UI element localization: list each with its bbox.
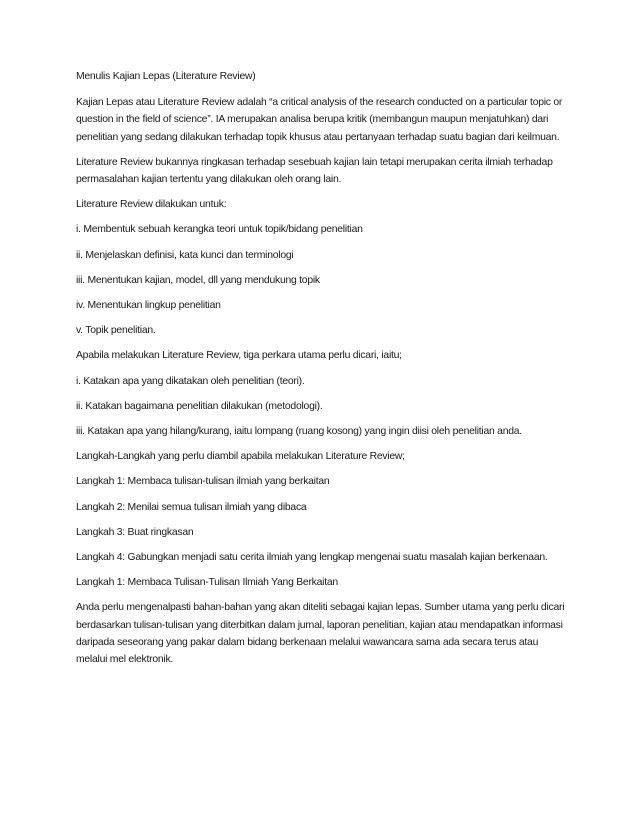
paragraph-steps-intro: Langkah-Langkah yang perlu diambil apabila melakukan Literature Review; bbox=[76, 451, 405, 463]
step-item-3: Langkah 3: Buat ringkasan bbox=[76, 526, 194, 538]
purpose-item-3: iii. Menentukan kajian, model, dll yang mendukung topik bbox=[76, 274, 320, 286]
document-body bbox=[76, 68, 566, 676]
paragraph-not-summary: Literature Review bukannya ringkasan terhadap sesebuah kajian lain tetapi merupakan cerita ilmiah terhadap permasalahan kajian tertentu yang dilakukan oleh orang lain. bbox=[76, 156, 553, 186]
step-item-1: Langkah 1: Membaca tulisan-tulisan ilmiah yang berkaitan bbox=[76, 476, 330, 488]
step-item-4: Langkah 4: Gabungkan menjadi satu cerita ilmiah yang lengkap mengenai suatu masalah kajian berkenaan. bbox=[76, 552, 548, 564]
paragraph-step-1-detail: Anda perlu mengenalpasti bahan-bahan yang akan diteliti sebagai kajian lepas. Sumber utama yang perlu dicari berdasarkan tulisan-tulisan yang diterbitkan dalam jurnal, laporan penelitian, kajian atau mendapatkan informasi daripada seseorang yang pakar dalam bidang berkenaan melalui wawancara sama ada secara terus atau melalui mel elektronik. bbox=[76, 602, 565, 666]
purpose-item-2: ii. Menjelaskan definisi, kata kunci dan terminologi bbox=[76, 249, 294, 261]
thing-item-2: ii. Katakan bagaimana penelitian dilakukan (metodologi). bbox=[76, 400, 323, 412]
step-item-2: Langkah 2: Menilai semua tulisan ilmiah yang dibaca bbox=[76, 501, 307, 513]
purpose-item-1: i. Membentuk sebuah kerangka teori untuk topik/bidang penelitian bbox=[76, 224, 363, 236]
paragraph-purpose-intro: Literature Review dilakukan untuk: bbox=[76, 199, 227, 211]
section-heading-step-1: Langkah 1: Membaca Tulisan-Tulisan Ilmiah Yang Berkaitan bbox=[76, 577, 338, 589]
document-title: Menulis Kajian Lepas (Literature Review) bbox=[76, 71, 256, 82]
purpose-item-5: v. Topik penelitian. bbox=[76, 325, 156, 337]
paragraph-three-things-intro: Apabila melakukan Literature Review, tiga perkara utama perlu dicari, iaitu; bbox=[76, 350, 402, 362]
paragraph-definition: Kajian Lepas atau Literature Review adalah “a critical analysis of the research conducted on a particular topic or question in the field of science”. IA merupakan analisa berupa kritik (membangun maupun menjatuhkan) dari penelitian yang sedang dilakukan terhadap topik khusus atau pertanyaan terhadap suatu bagian dari keilmuan. bbox=[76, 97, 563, 143]
thing-item-1: i. Katakan apa yang dikatakan oleh penelitian (teori). bbox=[76, 375, 305, 387]
purpose-item-4: iv. Menentukan lingkup penelitian bbox=[76, 300, 221, 312]
thing-item-3: iii. Katakan apa yang hilang/kurang, iaitu lompang (ruang kosong) yang ingin diisi oleh penelitian anda. bbox=[76, 426, 522, 438]
